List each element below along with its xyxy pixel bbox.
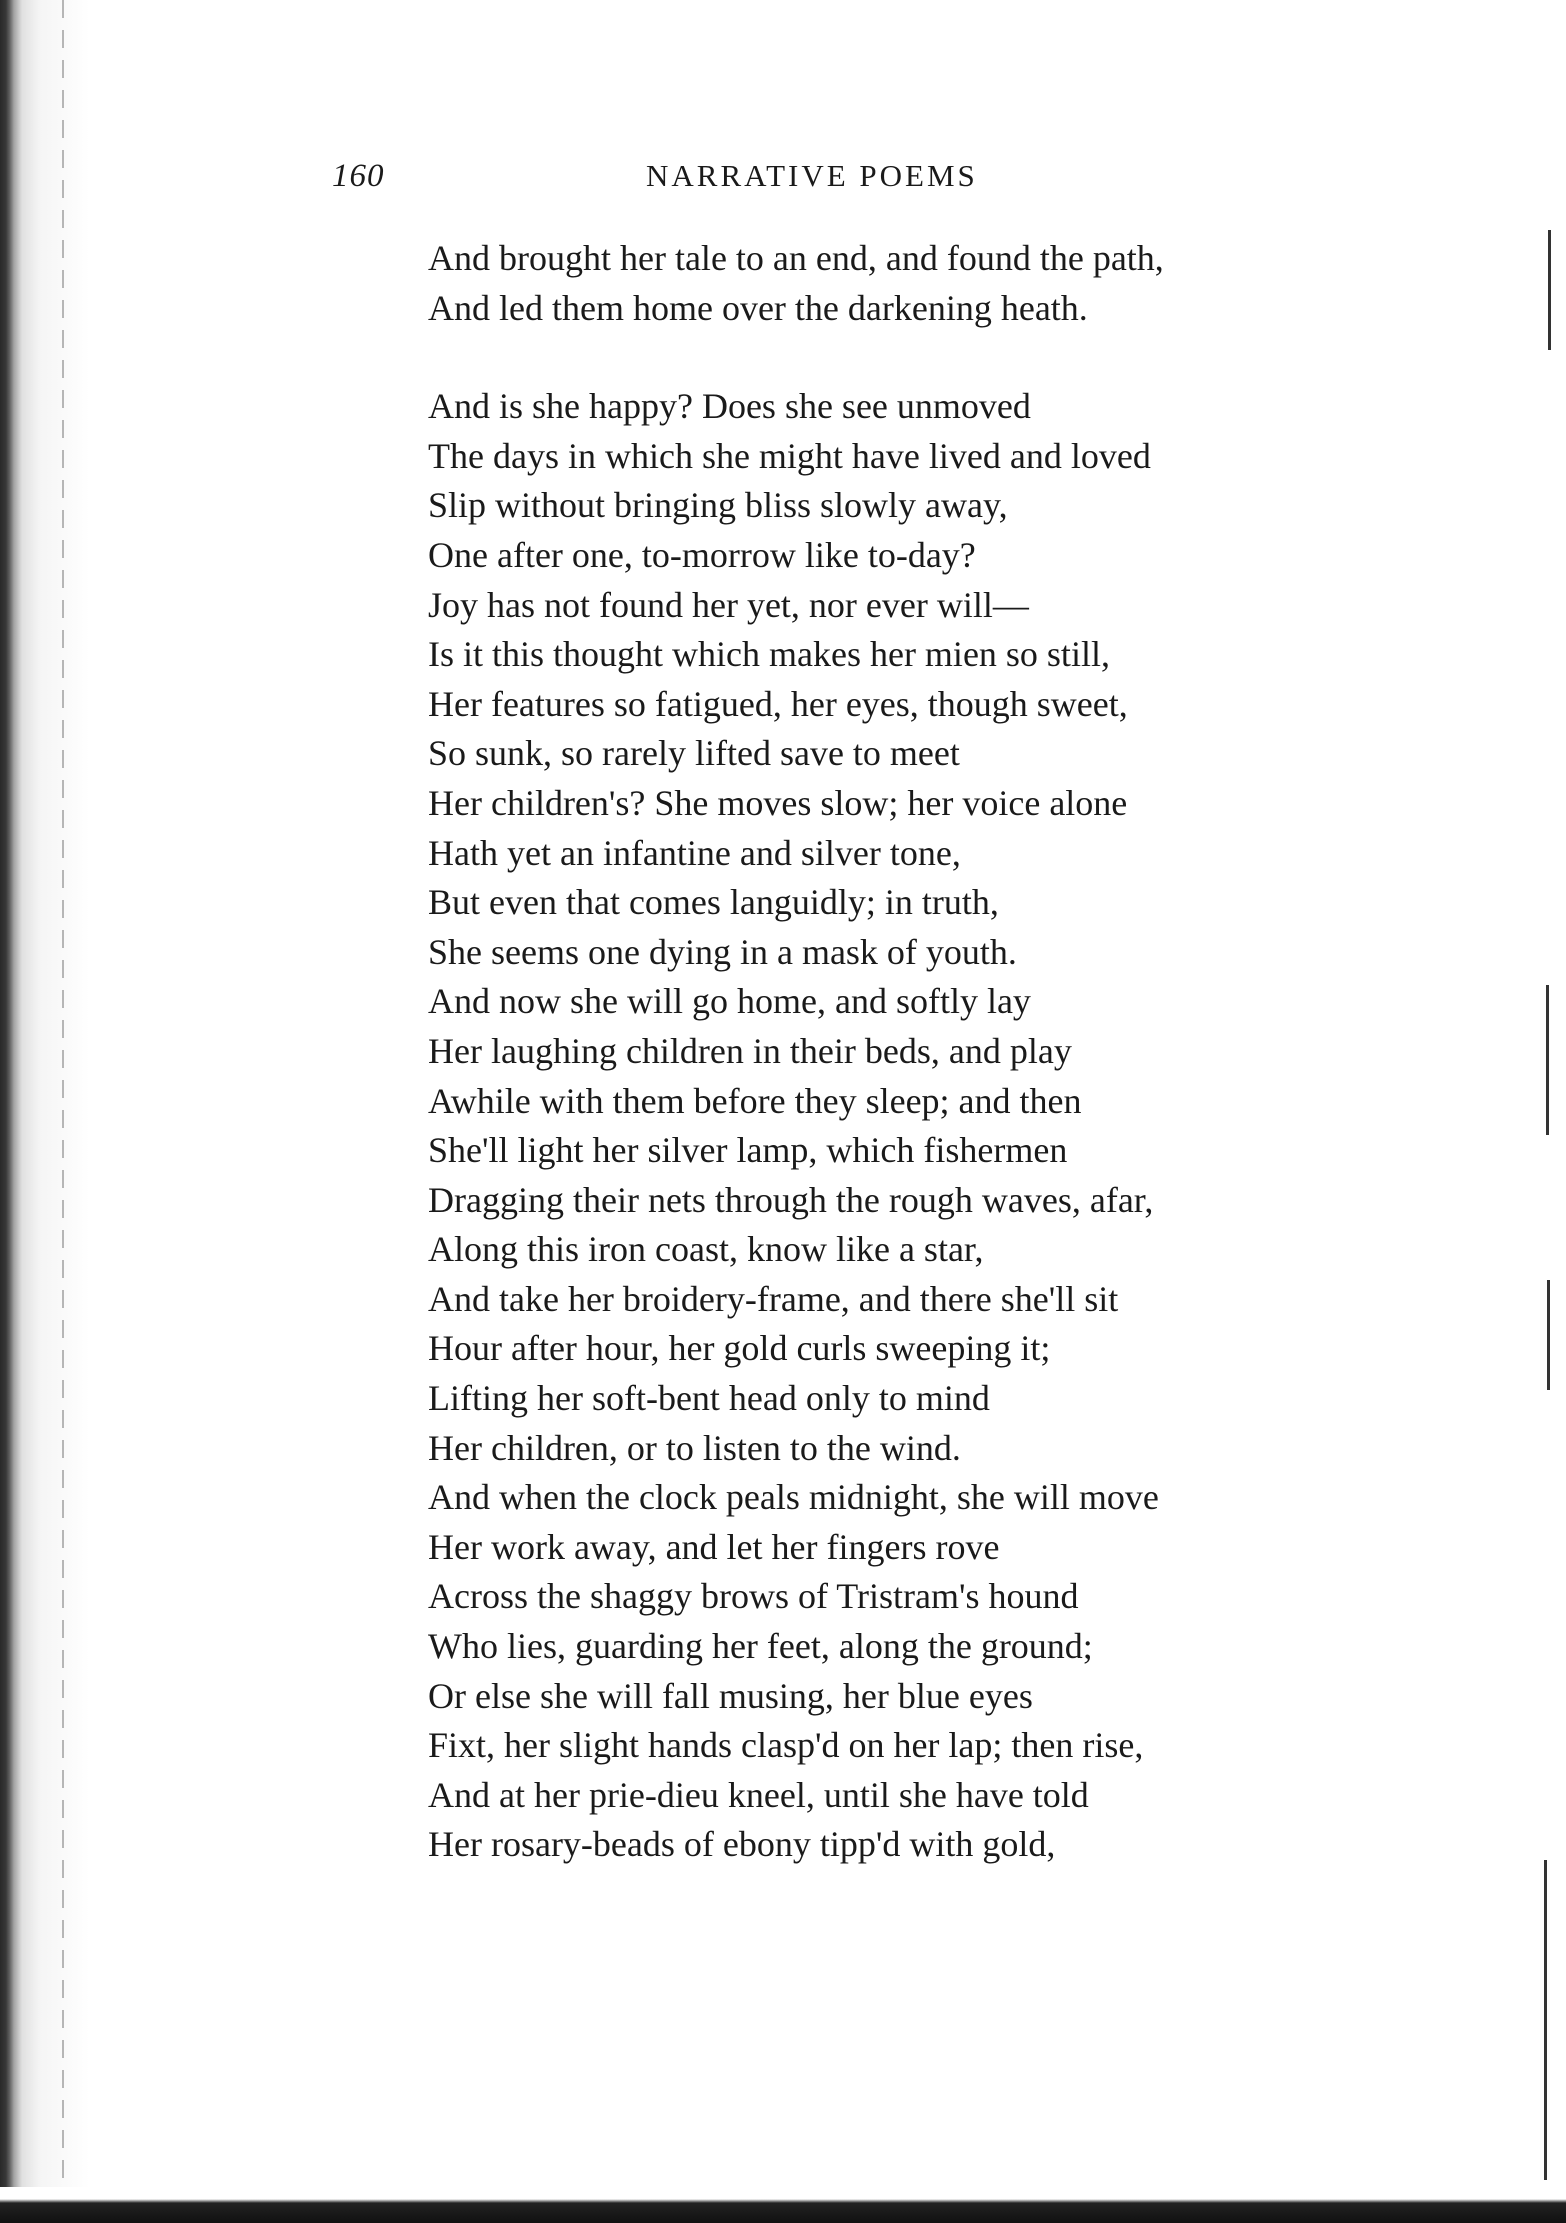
poem-line: So sunk, so rarely lifted save to meet: [428, 733, 960, 774]
poem-line: Her children's? She moves slow; her voice alone: [428, 782, 1128, 823]
poem-line: Hour after hour, her gold curls sweeping it;: [428, 1328, 1051, 1369]
poem-line: Fixt, her slight hands clasp'd on her lap; then rise,: [428, 1725, 1144, 1766]
poem-line: And now she will go home, and softly lay: [428, 981, 1031, 1022]
poem-line: Slip without bringing bliss slowly away,: [428, 485, 1008, 526]
poem-line: And at her prie-dieu kneel, until she have told: [428, 1774, 1089, 1815]
poem-line: And led them home over the darkening heath.: [428, 287, 1088, 328]
poem-line: And brought her tale to an end, and found the path,: [428, 238, 1164, 278]
poem-line: And is she happy? Does she see unmoved: [428, 386, 1031, 427]
running-title: NARRATIVE POEMS: [646, 158, 978, 193]
stanza-break: [428, 333, 1428, 382]
binding-shadow: [0, 0, 90, 2223]
poem-line: One after one, to-morrow like to-day?: [428, 534, 976, 575]
scan-mark-right-3: [1547, 1280, 1550, 1390]
poem-line: Is it this thought which makes her mien so still,: [428, 634, 1110, 675]
poem-line: Who lies, guarding her feet, along the ground;: [428, 1626, 1093, 1667]
poem-line: Hath yet an infantine and silver tone,: [428, 832, 961, 873]
poem-line: Across the shaggy brows of Tristram's hound: [428, 1576, 1079, 1617]
binding-edge-line: [62, 0, 64, 2223]
poem-line: Her rosary-beads of ebony tipp'd with gold,: [428, 1824, 1056, 1865]
poem-line: Or else she will fall musing, her blue eyes: [428, 1675, 1033, 1716]
poem-line: Her work away, and let her fingers rove: [428, 1526, 1000, 1567]
poem-line: Awhile with them before they sleep; and then: [428, 1080, 1082, 1121]
poem-line: She seems one dying in a mask of youth.: [428, 931, 1017, 972]
poem-line: And take her broidery-frame, and there she'll sit: [428, 1278, 1119, 1319]
stanza-1: [428, 234, 1428, 333]
poem-line: The days in which she might have lived and loved: [428, 435, 1151, 476]
scan-mark-right-4: [1544, 1860, 1547, 2180]
scan-bottom-edge: [0, 2187, 1566, 2223]
page-number: 160: [332, 158, 385, 194]
poem-line: Her features so fatigued, her eyes, though sweet,: [428, 683, 1128, 724]
poem-line: Her children, or to listen to the wind.: [428, 1427, 961, 1468]
poem-line: Along this iron coast, know like a star,: [428, 1229, 984, 1270]
poem-line: But even that comes languidly; in truth,: [428, 882, 999, 923]
poem-line: Lifting her soft-bent head only to mind: [428, 1378, 990, 1419]
poem-line: Dragging their nets through the rough waves, afar,: [428, 1179, 1154, 1220]
scan-mark-right-2: [1546, 985, 1549, 1135]
poem-line: Her laughing children in their beds, and play: [428, 1030, 1072, 1071]
scan-mark-right-1: [1548, 230, 1551, 350]
poem-line: Joy has not found her yet, nor ever will—: [428, 584, 1029, 625]
poem-line: And when the clock peals midnight, she will move: [428, 1477, 1159, 1518]
poem-body: [428, 234, 1428, 1870]
stanza-2: [428, 382, 1428, 1870]
poem-line: She'll light her silver lamp, which fishermen: [428, 1130, 1068, 1171]
